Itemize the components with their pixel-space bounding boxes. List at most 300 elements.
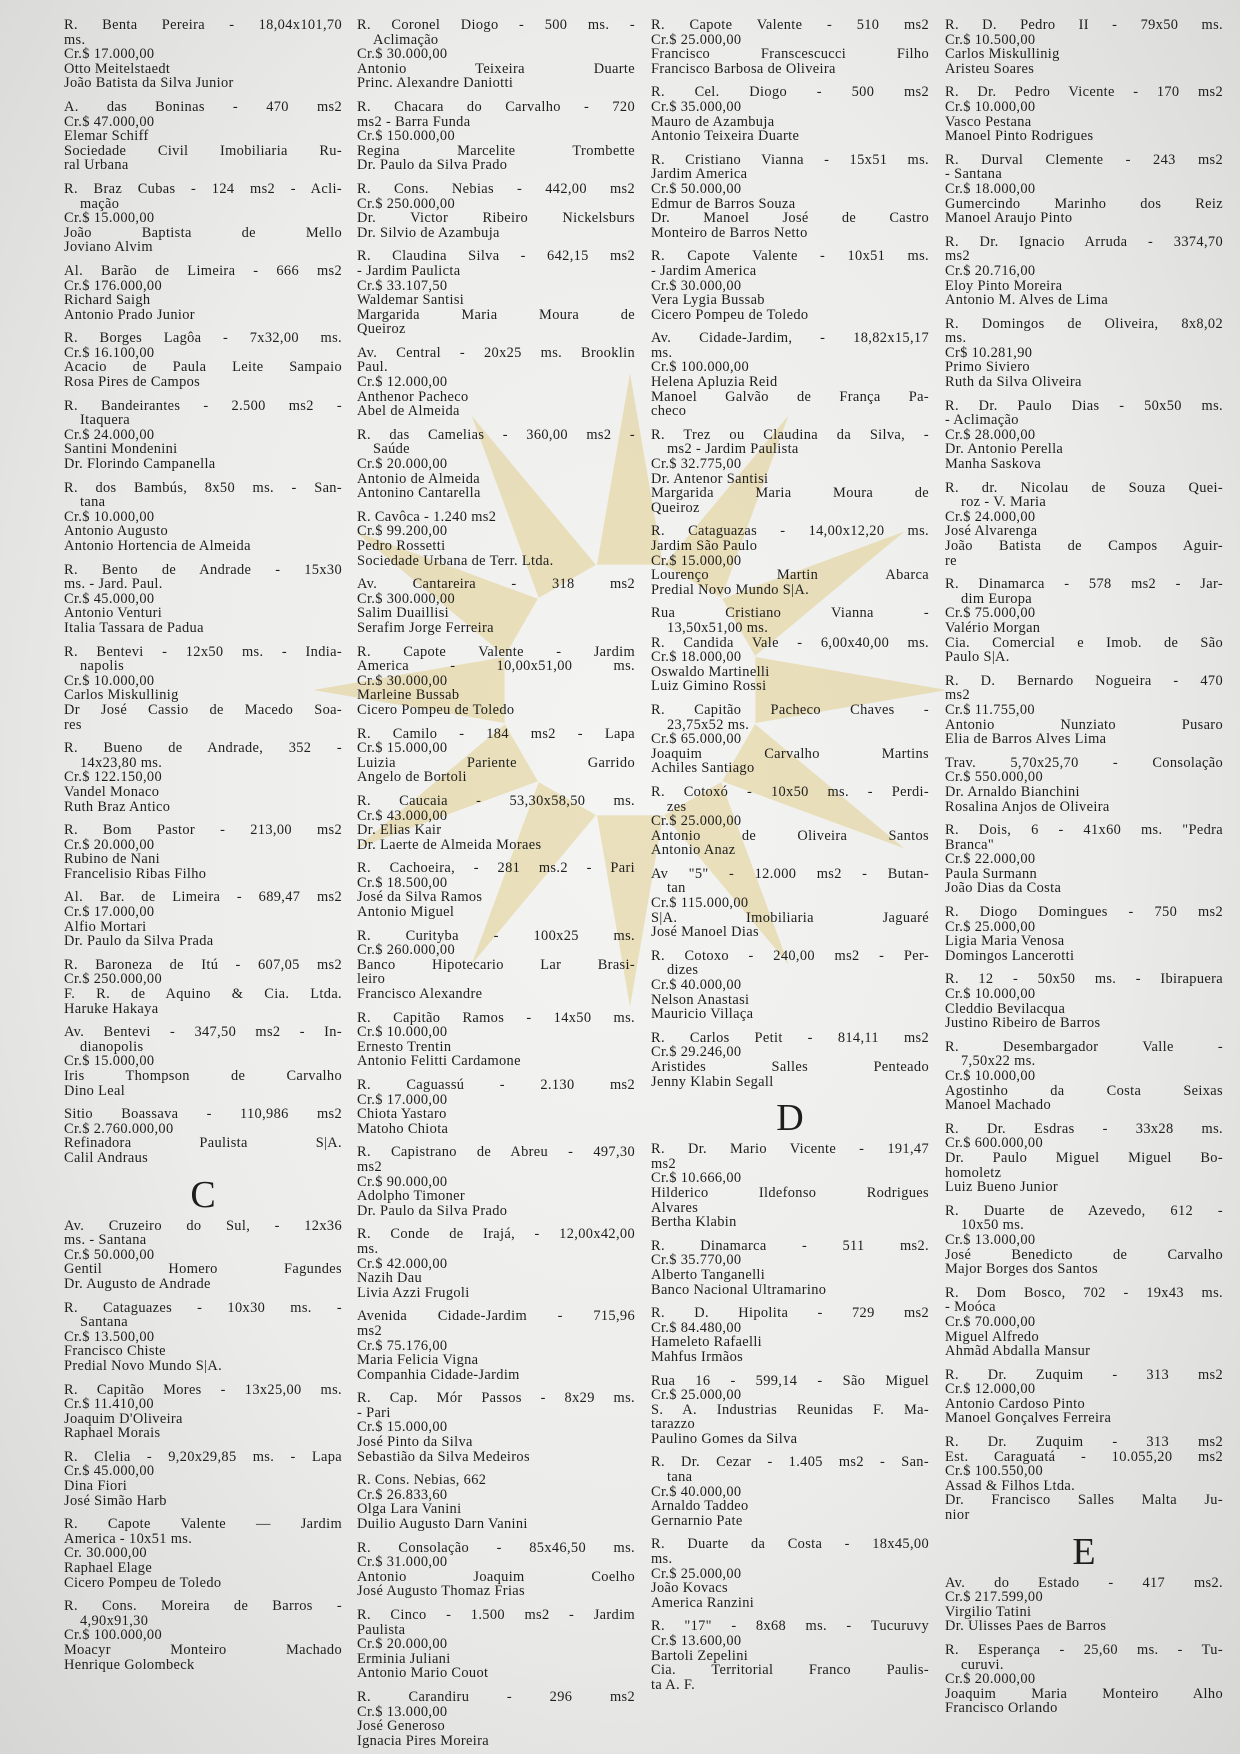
listing-price: Cr.$ 600.000,00 bbox=[945, 1135, 1043, 1152]
listing-line: Virgilio Tatini bbox=[945, 1603, 1032, 1620]
listing-address: Rua Cristiano Vianna - bbox=[651, 605, 929, 622]
listing-address: R. Capote Valente - 510 ms2 bbox=[651, 17, 929, 33]
listing-line: ms. - Santana bbox=[64, 1232, 147, 1249]
listing-entry bbox=[651, 785, 929, 858]
listing-line: Justino Ribeiro de Barros bbox=[945, 1015, 1101, 1032]
listing-line: Antonio Mario Couot bbox=[357, 1665, 489, 1682]
listing-line: Arnaldo Taddeo bbox=[651, 1498, 749, 1515]
listing-line: Richard Saigh bbox=[64, 292, 151, 309]
listing-address: R. Capote Valente — Jardim bbox=[64, 1516, 342, 1533]
listing-entry bbox=[651, 249, 929, 322]
listing-line: Antonio Augusto bbox=[64, 523, 168, 540]
listing-price: Cr.$ 300.000,00 bbox=[357, 590, 455, 607]
listing-entry bbox=[651, 428, 929, 516]
listing-line: Livia Azzi Frugoli bbox=[357, 1284, 470, 1301]
listing-address: Av. Bentevi - 347,50 ms2 - In- bbox=[64, 1024, 342, 1041]
listing-line: José Alvarenga bbox=[945, 523, 1038, 540]
listing-line: dizes bbox=[667, 962, 699, 979]
listing-address: R. Benta Pereira - 18,04x101,70 bbox=[64, 17, 342, 33]
listing-line: Valério Morgan bbox=[945, 619, 1041, 636]
listing-address: R. Claudina Silva - 642,15 ms2 bbox=[357, 248, 635, 265]
listing-price: Cr.$ 50.000,00 bbox=[64, 1246, 155, 1263]
listing-line: Aclimação bbox=[373, 31, 439, 48]
listing-address: Av. Cruzeiro do Sul, - 12x36 bbox=[64, 1217, 342, 1234]
listing-address: R. Dr. Zuquim - 313 ms2 bbox=[945, 1366, 1223, 1383]
listing-address: R. Bueno de Andrade, 352 - bbox=[64, 740, 342, 757]
listing-line: Francisco Orlando bbox=[945, 1700, 1058, 1717]
listing-line: Monteiro de Barros Netto bbox=[651, 224, 808, 241]
listing-entry bbox=[945, 399, 1223, 472]
listing-line: Antonio Anaz bbox=[651, 842, 736, 859]
listing-line: nior bbox=[945, 1507, 970, 1524]
listing-entry bbox=[651, 703, 929, 776]
listing-line: Companhia Cidade-Jardim bbox=[357, 1366, 520, 1383]
listing-line: ms2 bbox=[651, 1155, 677, 1172]
listing-price: Cr.$ 13.500,00 bbox=[64, 1328, 155, 1345]
listing-address: R. Durval Clemente - 243 ms2 bbox=[945, 151, 1223, 168]
listing-line: Vasco Pestana bbox=[945, 113, 1032, 130]
listing-price: Cr.$ 17.000,00 bbox=[64, 904, 155, 921]
listing-entry bbox=[64, 1301, 342, 1374]
listing-line: - Moóca bbox=[945, 1299, 996, 1316]
listing-address: Av. Central - 20x25 ms. Brooklin bbox=[357, 344, 635, 361]
listing-price: Cr.$ 75.000,00 bbox=[945, 605, 1036, 622]
listing-address: R. D. Bernardo Nogueira - 470 bbox=[945, 672, 1223, 689]
listing-entry bbox=[357, 929, 635, 1002]
listing-line: Predial Novo Mundo S|A. bbox=[64, 1357, 223, 1374]
listing-line: R. Candida Vale - 6,00x40,00 ms. bbox=[651, 634, 929, 651]
listing-address: R. Cachoeira, - 281 ms.2 - Pari bbox=[357, 860, 635, 877]
listing-entry bbox=[651, 524, 929, 597]
listing-address: R. Bandeirantes - 2.500 ms2 - bbox=[64, 397, 342, 414]
listing-address: R. Duarte de Azevedo, 612 - bbox=[945, 1202, 1223, 1219]
listing-line: Queiroz bbox=[651, 499, 700, 516]
listing-entry bbox=[945, 18, 1223, 76]
listing-address: R. Capote Valente - 10x51 ms. bbox=[651, 248, 929, 265]
listing-address: Sitio Boassava - 110,986 ms2 bbox=[64, 1106, 342, 1123]
listing-entry bbox=[651, 85, 929, 143]
listing-line: Dr. Arnaldo Bianchini bbox=[945, 783, 1080, 800]
listing-line: S|A. Imobiliaria Jaguaré bbox=[651, 909, 929, 926]
listing-line: Manoel Galvão de França Pa- bbox=[651, 388, 929, 405]
listing-entry bbox=[945, 85, 1223, 143]
listing-line: mação bbox=[80, 195, 120, 212]
listing-price: Cr.$ 10.500,00 bbox=[945, 31, 1036, 48]
listing-price: Cr.$ 18.000,00 bbox=[945, 180, 1036, 197]
listing-line: Dr. Paulo da Silva Prada bbox=[64, 933, 214, 950]
listing-price: Cr.$ 45.000,00 bbox=[64, 1463, 155, 1480]
listing-address: R. Dr. Ignacio Arruda - 3374,70 bbox=[945, 233, 1223, 250]
listing-line: Duilio Augusto Darn Vanini bbox=[357, 1516, 528, 1533]
listing-line: Branca" bbox=[945, 836, 995, 853]
listing-address: R. Desembargador Valle - bbox=[945, 1038, 1223, 1055]
listing-line: Ahmãd Abdalla Mansur bbox=[945, 1343, 1091, 1360]
listing-line: Henrique Golombeck bbox=[64, 1656, 195, 1673]
listing-line: Cicero Pompeu de Toledo bbox=[651, 306, 809, 323]
listing-line: Nelson Anastasi bbox=[651, 991, 750, 1008]
listing-line: Dr. Silvio de Azambuja bbox=[357, 224, 500, 241]
listing-entry bbox=[357, 18, 635, 91]
listing-entry bbox=[651, 1142, 929, 1230]
listing-address: R. D. Hipolita - 729 ms2 bbox=[651, 1305, 929, 1322]
listing-line: Abel de Almeida bbox=[357, 403, 460, 420]
listing-line: Ruth da Silva Oliveira bbox=[945, 374, 1082, 391]
listing-line: Vera Lygia Bussab bbox=[651, 292, 765, 309]
listing-line: Dr. Paulo Miguel Miguel Bo- bbox=[945, 1149, 1223, 1166]
listing-line: José Augusto Thomaz Frias bbox=[357, 1583, 525, 1600]
listing-price: Cr.$ 15.000,00 bbox=[64, 210, 155, 227]
listing-address: Al. Barão de Limeira - 666 ms2 bbox=[64, 262, 342, 279]
listing-address: R. Capistrano de Abreu - 497,30 bbox=[357, 1144, 635, 1161]
listing-entry bbox=[945, 823, 1223, 896]
listing-price: Cr.$ 35.770,00 bbox=[651, 1252, 742, 1269]
listing-price: Cr.$ 250.000,00 bbox=[64, 971, 162, 988]
listing-line: Bertha Klabin bbox=[651, 1214, 737, 1231]
listing-line: Joaquim D'Oliveira bbox=[64, 1410, 183, 1427]
listing-address: R. Capitão Mores - 13x25,00 ms. bbox=[64, 1381, 342, 1398]
listing-line: res bbox=[64, 716, 82, 733]
listing-entry bbox=[64, 399, 342, 472]
listing-address: R. Curityba - 100x25 ms. bbox=[357, 927, 635, 944]
listing-entry bbox=[64, 645, 342, 733]
listing-line: João Dias da Costa bbox=[945, 880, 1062, 897]
listing-address: Trav. 5,70x25,70 - Consolação bbox=[945, 754, 1223, 771]
listing-address: R. Diogo Domingues - 750 ms2 bbox=[945, 904, 1223, 921]
listing-line: Manoel Pinto Rodrigues bbox=[945, 128, 1094, 145]
listing-line: ms2 bbox=[945, 687, 971, 704]
listing-price: Cr.$ 99.200,00 bbox=[357, 523, 448, 540]
listing-address: Av. Cidade-Jardim, - 18,82x15,17 bbox=[651, 330, 929, 347]
listing-price: Cr.$ 30.000,00 bbox=[357, 46, 448, 63]
listing-line: Alvares bbox=[651, 1199, 699, 1216]
listing-address: R. dr. Nicolau de Souza Quei- bbox=[945, 479, 1223, 496]
listing-entry bbox=[357, 1145, 635, 1218]
listing-price: Cr.$ 22.000,00 bbox=[945, 851, 1036, 868]
listing-line: Antonio Cardoso Pinto bbox=[945, 1395, 1086, 1412]
listing-entry bbox=[64, 823, 342, 881]
listing-entry bbox=[357, 346, 635, 419]
listing-line: Matoho Chiota bbox=[357, 1120, 449, 1137]
listing-line: Luiz Bueno Junior bbox=[945, 1179, 1059, 1196]
listing-line: Dina Fiori bbox=[64, 1478, 128, 1495]
listing-address: R. Conde de Irajá, - 12,00x42,00 bbox=[357, 1226, 635, 1243]
listing-line: Nazih Dau bbox=[357, 1270, 423, 1287]
listing-price: Cr.$ 90.000,00 bbox=[357, 1173, 448, 1190]
listing-line: Alfio Mortari bbox=[64, 918, 147, 935]
listing-line: - Jardim Paulicta bbox=[357, 262, 461, 279]
listing-line: Antonio Felitti Cardamone bbox=[357, 1053, 521, 1070]
listing-address: R. Capitão Pacheco Chaves - bbox=[651, 701, 929, 718]
listing-line: Cia. Comercial e Imob. de São bbox=[945, 634, 1223, 651]
listing-entry bbox=[651, 1374, 929, 1447]
listing-address: R. Cel. Diogo - 500 ms2 bbox=[651, 84, 929, 101]
listing-line: tana bbox=[80, 494, 106, 511]
listing-address: R. Chacara do Carvalho - 720 bbox=[357, 98, 635, 115]
listing-line: Adolpho Timoner bbox=[357, 1188, 466, 1205]
listing-entry bbox=[945, 317, 1223, 390]
listing-entry bbox=[357, 1608, 635, 1681]
listing-price: Cr.$ 13.000,00 bbox=[945, 1231, 1036, 1248]
listing-line: Sociedade Urbana de Terr. Ltda. bbox=[357, 552, 554, 569]
listing-price: Cr.$ 43.000,00 bbox=[357, 807, 448, 824]
listing-price: Cr.$ 47.000,00 bbox=[64, 113, 155, 130]
listing-price: Cr.$ 20.000,00 bbox=[945, 1671, 1036, 1688]
listing-line: Santana bbox=[80, 1314, 129, 1331]
listing-line: Margarida Maria Moura de bbox=[357, 306, 635, 323]
listing-price: Cr.$ 12.000,00 bbox=[945, 1381, 1036, 1398]
listing-line: Primo Siviero bbox=[945, 359, 1030, 376]
column-4 bbox=[945, 18, 1223, 1725]
listing-entry bbox=[64, 1107, 342, 1165]
listing-line: Moacyr Monteiro Machado bbox=[64, 1642, 342, 1658]
listing-line: Antonio de Almeida bbox=[357, 470, 481, 487]
listing-address: R. Clelia - 9,20x29,85 ms. - Lapa bbox=[64, 1448, 342, 1465]
listing-line: Assad & Filhos Ltda. bbox=[945, 1477, 1076, 1494]
listing-entry bbox=[651, 153, 929, 241]
listing-entry bbox=[945, 1286, 1223, 1359]
listing-line: Bartoli Zepelini bbox=[651, 1647, 749, 1664]
listing-line: Saúde bbox=[373, 441, 410, 458]
listing-line: Antonio Nunziato Pusaro bbox=[945, 716, 1223, 733]
listing-line: Paulista bbox=[357, 1621, 406, 1638]
listing-price: Cr.$ 17.000,00 bbox=[64, 46, 155, 63]
listing-entry bbox=[945, 235, 1223, 308]
listing-entry bbox=[64, 1025, 342, 1098]
listing-line: 4,90x91,30 bbox=[80, 1612, 149, 1629]
listing-line: João Batista de Campos Aguir- bbox=[945, 538, 1223, 554]
listing-price: Cr.$ 42.000,00 bbox=[357, 1255, 448, 1272]
listing-price: Cr.$ 10.000,00 bbox=[945, 1068, 1036, 1084]
listing-address: R. das Camelias - 360,00 ms2 - bbox=[357, 426, 635, 443]
listing-line: Manoel Gonçalves Ferreira bbox=[945, 1410, 1112, 1427]
listing-line: Refinadora Paulista S|A. bbox=[64, 1135, 342, 1152]
listing-line: Manha Saskova bbox=[945, 456, 1042, 473]
listing-line: Antonio Teixeira Duarte bbox=[651, 128, 800, 145]
listing-line: Gentil Homero Fagundes bbox=[64, 1261, 342, 1278]
listing-price: Cr.$ 15.000,00 bbox=[357, 1419, 448, 1436]
listing-line: Achiles Santiago bbox=[651, 760, 755, 777]
listing-line: re bbox=[945, 552, 957, 569]
listing-address: R. D. Pedro II - 79x50 ms. bbox=[945, 17, 1223, 33]
listing-line: José Benedicto de Carvalho bbox=[945, 1246, 1223, 1263]
listing-line: zes bbox=[667, 798, 687, 815]
listing-price: Cr.$ 260.000,00 bbox=[357, 942, 455, 959]
listing-line: ms2 - Jardim Paulista bbox=[667, 441, 799, 458]
listing-line: Salim Duaillisi bbox=[357, 605, 449, 622]
listing-price: Cr.$ 20.000,00 bbox=[64, 836, 155, 853]
listing-line: Dino Leal bbox=[64, 1082, 126, 1099]
listing-entry bbox=[945, 972, 1223, 1030]
listing-line: Carlos Miskullinig bbox=[945, 46, 1060, 63]
listing-line: Antonio Joaquim Coelho bbox=[357, 1568, 635, 1585]
listing-price: Cr.$ 30.000,00 bbox=[357, 672, 448, 689]
listing-line: Predial Novo Mundo S|A. bbox=[651, 581, 810, 598]
listing-line: Queiroz bbox=[357, 321, 406, 338]
listing-line: Joaquim Carvalho Martins bbox=[651, 745, 929, 762]
listing-price: Cr.$ 30.000,00 bbox=[651, 277, 742, 294]
listing-price: Cr.$ 25.000,00 bbox=[651, 813, 742, 830]
listing-line: tarazzo bbox=[651, 1416, 695, 1433]
listing-line: Antonio de Oliveira Santos bbox=[651, 827, 929, 844]
listing-address: Rua 16 - 599,14 - São Miguel bbox=[651, 1372, 929, 1389]
listing-entry bbox=[64, 741, 342, 814]
listing-line: 23,75x52 ms. bbox=[667, 716, 750, 733]
listing-line: Antonio Teixeira Duarte bbox=[357, 60, 635, 77]
listing-price: Cr.$ 20.000,00 bbox=[357, 1636, 448, 1653]
listing-line: Banco Hipotecario Lar Brasi- bbox=[357, 956, 635, 973]
listing-line: Paul. bbox=[357, 359, 388, 376]
listing-entry bbox=[945, 1435, 1223, 1523]
listing-address: R. Caucaia - 53,30x58,50 ms. bbox=[357, 792, 635, 809]
listing-address: R. Dom Bosco, 702 - 19x43 ms. bbox=[945, 1284, 1223, 1301]
listing-address: R. Braz Cubas - 124 ms2 - Acli- bbox=[64, 180, 342, 197]
listing-price: Cr.$ 17.000,00 bbox=[357, 1091, 448, 1108]
listing-price: Cr.$ 176.000,00 bbox=[64, 277, 162, 294]
listing-line: Dr. Augusto de Andrade bbox=[64, 1275, 211, 1292]
listing-line: Dr José Cassio de Macedo Soa- bbox=[64, 701, 342, 718]
listing-entry bbox=[64, 563, 342, 636]
listing-entry bbox=[945, 756, 1223, 814]
listing-line: José da Silva Ramos bbox=[357, 889, 483, 906]
listing-line: Elemar Schiff bbox=[64, 128, 149, 145]
listing-line: Antonio Miguel bbox=[357, 904, 455, 921]
section-letter: E bbox=[1072, 1530, 1096, 1573]
listing-line: Edmur de Barros Souza bbox=[651, 195, 796, 212]
listing-line: Antonio Venturi bbox=[64, 605, 163, 622]
listing-address: R. Coronel Diogo - 500 ms. - bbox=[357, 17, 635, 33]
listing-line: Hameleto Rafaelli bbox=[651, 1334, 763, 1351]
listing-line: Cicero Pompeu de Toledo bbox=[64, 1574, 222, 1591]
listing-line: S. A. Industrias Reunidas F. Ma- bbox=[651, 1401, 929, 1418]
listing-address: R. Bento de Andrade - 15x30 bbox=[64, 561, 342, 578]
listing-line: Sebastião da Silva Medeiros bbox=[357, 1448, 530, 1465]
listing-line: Francisco Chiste bbox=[64, 1343, 166, 1360]
listing-price: Cr$ 10.281,90 bbox=[945, 344, 1033, 361]
listing-price: Cr.$ 18.500,00 bbox=[357, 874, 448, 891]
listing-line: Francelisio Ribas Filho bbox=[64, 865, 207, 882]
listing-line: 10x50 ms. bbox=[961, 1217, 1025, 1234]
listing-line: Carlos Miskullinig bbox=[64, 687, 179, 704]
listing-address: R. Capote Valente - Jardim bbox=[357, 643, 635, 660]
listing-line: Margarida Maria Moura de bbox=[651, 485, 929, 502]
listing-line: - Santana bbox=[945, 166, 1003, 183]
listing-price: Cr.$ 26.833,60 bbox=[357, 1486, 448, 1503]
listing-price: Cr.$ 31.000,00 bbox=[357, 1554, 448, 1571]
listing-entry bbox=[64, 100, 342, 173]
listing-line: José Generoso bbox=[357, 1718, 446, 1735]
listing-entry bbox=[651, 331, 929, 419]
listing-entry bbox=[651, 1031, 929, 1089]
listing-line: Antonio Prado Junior bbox=[64, 306, 195, 323]
listing-entry bbox=[651, 1455, 929, 1528]
listing-line: Francisco Alexandre bbox=[357, 986, 483, 1003]
listing-line: Mahfus Irmãos bbox=[651, 1348, 744, 1365]
listing-line: Rubino de Nani bbox=[64, 851, 161, 868]
listing-line: ms2 - Barra Funda bbox=[357, 113, 471, 130]
listing-price: Cr.$ 15.000,00 bbox=[651, 552, 742, 569]
listing-line: João Kovacs bbox=[651, 1580, 728, 1597]
listing-price: Cr.$ 35.000,00 bbox=[651, 98, 742, 115]
listing-address: R. Cataguazes - 10x30 ms. - bbox=[64, 1299, 342, 1316]
listing-price: Cr.$ 12.000,00 bbox=[357, 374, 448, 391]
listing-line: Gumercindo Marinho dos Reiz bbox=[945, 195, 1223, 212]
listing-address: Avenida Cidade-Jardim - 715,96 bbox=[357, 1308, 635, 1325]
listing-address: R. Cataguazas - 14,00x12,20 ms. bbox=[651, 523, 929, 540]
listing-entry bbox=[357, 100, 635, 173]
listing-address: R. Cristiano Vianna - 15x51 ms. bbox=[651, 151, 929, 168]
listing-entry bbox=[357, 1473, 635, 1531]
listing-address: R. Caguassú - 2.130 ms2 bbox=[357, 1077, 635, 1093]
listing-address: R. Dr. Mario Vicente - 191,47 bbox=[651, 1141, 929, 1158]
listing-entry bbox=[651, 1239, 929, 1297]
listing-entry bbox=[64, 1383, 342, 1441]
listing-columns bbox=[62, 17, 1223, 1749]
listing-line: ms2 bbox=[945, 248, 971, 265]
listing-line: ms. bbox=[651, 344, 673, 361]
listing-line: Marleine Bussab bbox=[357, 687, 460, 704]
listing-line: Rosalina Anjos de Oliveira bbox=[945, 798, 1110, 815]
listing-entry bbox=[357, 794, 635, 852]
listing-line: Pedro Rossetti bbox=[357, 538, 446, 554]
listing-price: Cr.$ 11.755,00 bbox=[945, 701, 1035, 718]
listing-line: Anthenor Pacheco bbox=[357, 388, 469, 405]
listing-line: Otto Meitelstaedt bbox=[64, 60, 171, 77]
listing-line: Dr. Ulisses Paes de Barros bbox=[945, 1618, 1107, 1635]
listing-line: Elia de Barros Alves Lima bbox=[945, 731, 1107, 748]
listing-line: dianopolis bbox=[80, 1038, 144, 1055]
listing-line: Ernesto Trentin bbox=[357, 1038, 452, 1055]
listing-line: Dr. Florindo Campanella bbox=[64, 456, 216, 473]
listing-price: Cr.$ 100.550,00 bbox=[945, 1463, 1043, 1480]
listing-line: Antonino Cantarella bbox=[357, 485, 481, 502]
listing-line: ms2 bbox=[357, 1158, 383, 1175]
listing-address: R. Dr. Zuquim - 313 ms2 bbox=[945, 1434, 1223, 1451]
column-3 bbox=[651, 18, 929, 1701]
listing-line: Cia. Territorial Franco Paulis- bbox=[651, 1662, 929, 1679]
listing-line: Calil Andraus bbox=[64, 1149, 149, 1166]
listing-line: Paula Surmann bbox=[945, 865, 1038, 882]
listing-address: R. Dr. Cezar - 1.405 ms2 - San- bbox=[651, 1454, 929, 1471]
listing-entry bbox=[357, 1078, 635, 1136]
listing-line: Waldemar Santisi bbox=[357, 292, 465, 309]
listing-entry bbox=[945, 1368, 1223, 1426]
listing-line: dim Europa bbox=[961, 590, 1033, 607]
listing-entry bbox=[945, 577, 1223, 665]
listing-line: Dr. Paulo da Silva Prado bbox=[357, 157, 508, 174]
listing-line: Manoel Araujo Pinto bbox=[945, 210, 1073, 227]
listing-line: Eloy Pinto Moreira bbox=[945, 277, 1063, 294]
listing-line: Dr. Paulo da Silva Prado bbox=[357, 1202, 508, 1219]
listing-entry bbox=[357, 1391, 635, 1464]
listing-address: R. Dois, 6 - 41x60 ms. "Pedra bbox=[945, 822, 1223, 839]
listing-entry bbox=[357, 727, 635, 785]
listing-line: Ruth Braz Antico bbox=[64, 798, 171, 815]
listing-entry bbox=[945, 1643, 1223, 1716]
listing-price: Cr.$ 11.410,00 bbox=[64, 1396, 154, 1413]
listing-address: Av. do Estado - 417 ms2. bbox=[945, 1574, 1223, 1591]
listing-entry bbox=[651, 18, 929, 76]
listing-entry bbox=[651, 1537, 929, 1610]
listing-price: Cr.$ 75.176,00 bbox=[357, 1337, 448, 1354]
listing-line: ms. bbox=[357, 1240, 379, 1257]
listing-line: 7,50x22 ms. bbox=[961, 1053, 1036, 1070]
listing-entry bbox=[945, 1040, 1223, 1113]
listing-line: homoletz bbox=[945, 1164, 1002, 1181]
listing-address: R. Camilo - 184 ms2 - Lapa bbox=[357, 725, 635, 742]
listing-entry bbox=[651, 606, 929, 694]
listing-line: Rosa Pires de Campos bbox=[64, 374, 201, 391]
listing-address: R. Dr. Esdras - 33x28 ms. bbox=[945, 1120, 1223, 1137]
